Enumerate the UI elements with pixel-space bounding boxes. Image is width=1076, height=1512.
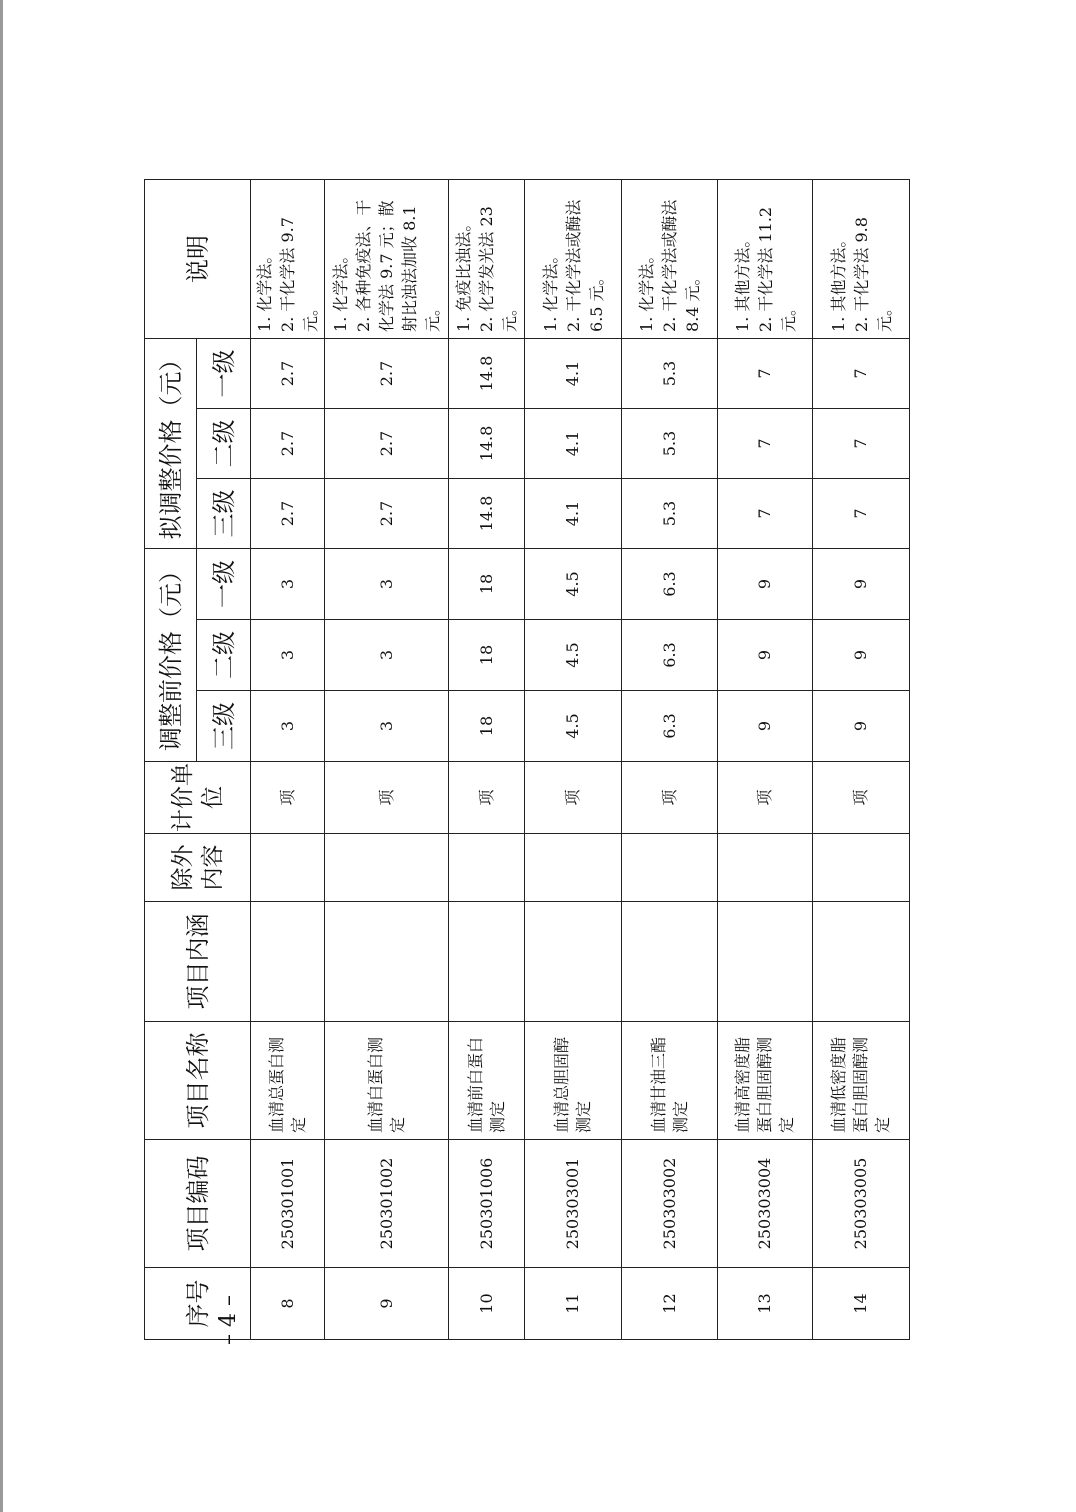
seq-cell: 14 [813, 1268, 910, 1340]
after-level3-cell: 2.7 [325, 478, 449, 548]
before-level3-cell: 3 [251, 691, 325, 762]
after-level2-cell: 7 [813, 408, 910, 478]
name-cell: 血清总胆固醇测定 [525, 1022, 622, 1140]
before-level2-cell: 9 [718, 620, 813, 691]
after-level2-cell: 5.3 [622, 408, 718, 478]
note-cell [622, 179, 718, 338]
table-row [449, 179, 525, 1339]
header-before-price: 调整前价格（元） [145, 548, 197, 761]
after-level2-cell: 14.8 [449, 408, 525, 478]
code-cell: 250303004 [718, 1140, 813, 1268]
header-after-level3: 三级 [197, 478, 251, 548]
excluded-cell [718, 834, 813, 902]
note-cell [525, 179, 622, 338]
before-level3-cell: 3 [325, 691, 449, 762]
header-before-level2: 二级 [197, 620, 251, 691]
content-cell [251, 902, 325, 1022]
name-cell: 血清高密度脂蛋白胆固醇测定 [718, 1022, 813, 1140]
table-row [251, 179, 325, 1339]
seq-cell: 10 [449, 1268, 525, 1340]
before-level2-cell: 18 [449, 620, 525, 691]
before-level3-cell: 9 [813, 691, 910, 762]
header-note: 说明 [145, 179, 251, 338]
price-adjustment-table [144, 179, 910, 1340]
unit-cell: 项 [525, 762, 622, 834]
after-level3-cell: 2.7 [251, 478, 325, 548]
note-cell [449, 179, 525, 338]
name-cell: 血清甘油三酯测定 [622, 1022, 718, 1140]
name-cell: 血清前白蛋白测定 [449, 1022, 525, 1140]
excluded-cell [449, 834, 525, 902]
header-after-level2: 二级 [197, 408, 251, 478]
after-level3-cell: 14.8 [449, 478, 525, 548]
page-number: – 4 – [216, 1295, 241, 1345]
content-cell [449, 902, 525, 1022]
after-level2-cell: 7 [718, 408, 813, 478]
before-level2-cell: 4.5 [525, 620, 622, 691]
note-line: 1. 化学法。 [540, 247, 560, 332]
header-name: 项目名称 [145, 1022, 251, 1140]
content-cell [622, 902, 718, 1022]
after-level2-cell: 2.7 [325, 408, 449, 478]
code-cell: 250301002 [325, 1140, 449, 1268]
before-level1-cell: 18 [449, 548, 525, 619]
note-line: 2. 化学发光法 23 元。 [477, 206, 519, 332]
note-line: 1. 化学法。 [637, 247, 656, 332]
seq-cell: 13 [718, 1268, 813, 1340]
note-line: 1. 化学法。 [331, 247, 350, 332]
excluded-cell [325, 834, 449, 902]
note-line: 2. 各种免疫法、干化学法 9.7 元；散射比浊法加收 8.1 元。 [354, 199, 442, 332]
seq-cell: 12 [622, 1268, 718, 1340]
table-row [622, 179, 718, 1339]
content-cell [325, 902, 449, 1022]
before-level3-cell: 4.5 [525, 691, 622, 762]
header-before-level3: 三级 [197, 691, 251, 762]
note-line: 1. 免疫比浊法。 [454, 215, 473, 332]
unit-cell: 项 [449, 762, 525, 834]
after-level1-cell: 4.1 [525, 338, 622, 408]
seq-cell: 8 [251, 1268, 325, 1340]
note-line: 2. 干化学法或酶法 8.4 元。 [660, 199, 702, 332]
note-line: 1. 化学法。 [255, 247, 274, 332]
excluded-cell [525, 834, 622, 902]
note-line: 2. 干化学法或酶法 6.5 元。 [563, 199, 606, 332]
code-cell: 250303001 [525, 1140, 622, 1268]
code-cell: 250303005 [813, 1140, 910, 1268]
note-cell [325, 179, 449, 338]
header-before-level1: 一级 [197, 548, 251, 619]
before-level1-cell: 4.5 [525, 548, 622, 619]
header-after-price: 拟调整价格（元） [145, 338, 197, 548]
table-row [813, 179, 910, 1339]
name-cell: 血清白蛋白测定 [325, 1022, 449, 1140]
unit-cell: 项 [622, 762, 718, 834]
table-row [325, 179, 449, 1339]
name-cell: 血清低密度脂蛋白胆固醇测定 [813, 1022, 910, 1140]
before-level3-cell: 18 [449, 691, 525, 762]
content-cell [525, 902, 622, 1022]
table-row [718, 179, 813, 1339]
excluded-cell [622, 834, 718, 902]
header-excluded: 除外内容 [145, 834, 251, 902]
before-level3-cell: 9 [718, 691, 813, 762]
note-line: 2. 干化学法 9.8 元。 [851, 217, 894, 332]
before-level1-cell: 3 [325, 548, 449, 619]
before-level2-cell: 3 [251, 620, 325, 691]
header-content: 项目内涵 [145, 902, 251, 1022]
unit-cell: 项 [325, 762, 449, 834]
before-level2-cell: 3 [325, 620, 449, 691]
note-line: 2. 干化学法 11.2 元。 [755, 206, 798, 332]
note-line: 1. 其他方法。 [828, 231, 848, 332]
code-cell: 250301001 [251, 1140, 325, 1268]
note-cell [251, 179, 325, 338]
code-cell: 250303002 [622, 1140, 718, 1268]
table-row [525, 179, 622, 1339]
code-cell: 250301006 [449, 1140, 525, 1268]
rotated-price-table-container [144, 180, 906, 1340]
header-unit: 计价单位 [145, 762, 251, 834]
seq-cell: 9 [325, 1268, 449, 1340]
before-level1-cell: 6.3 [622, 548, 718, 619]
excluded-cell [251, 834, 325, 902]
note-cell [718, 179, 813, 338]
before-level2-cell: 9 [813, 620, 910, 691]
after-level2-cell: 4.1 [525, 408, 622, 478]
after-level3-cell: 7 [813, 478, 910, 548]
after-level1-cell: 5.3 [622, 338, 718, 408]
header-code: 项目编码 [145, 1140, 251, 1268]
before-level1-cell: 9 [813, 548, 910, 619]
content-cell [718, 902, 813, 1022]
content-cell [813, 902, 910, 1022]
before-level3-cell: 6.3 [622, 691, 718, 762]
after-level1-cell: 7 [718, 338, 813, 408]
after-level3-cell: 7 [718, 478, 813, 548]
after-level3-cell: 5.3 [622, 478, 718, 548]
after-level2-cell: 2.7 [251, 408, 325, 478]
name-cell: 血清总蛋白测定 [251, 1022, 325, 1140]
unit-cell: 项 [718, 762, 813, 834]
before-level2-cell: 6.3 [622, 620, 718, 691]
excluded-cell [813, 834, 910, 902]
header-seq: 序号 [145, 1268, 251, 1340]
note-cell [813, 179, 910, 338]
before-level1-cell: 9 [718, 548, 813, 619]
header-after-level1: 一级 [197, 338, 251, 408]
after-level1-cell: 7 [813, 338, 910, 408]
after-level3-cell: 4.1 [525, 478, 622, 548]
note-line: 1. 其他方法。 [732, 231, 752, 332]
before-level1-cell: 3 [251, 548, 325, 619]
unit-cell: 项 [251, 762, 325, 834]
after-level1-cell: 2.7 [251, 338, 325, 408]
unit-cell: 项 [813, 762, 910, 834]
after-level1-cell: 2.7 [325, 338, 449, 408]
after-level1-cell: 14.8 [449, 338, 525, 408]
seq-cell: 11 [525, 1268, 622, 1340]
note-line: 2. 干化学法 9.7 元。 [278, 217, 320, 332]
